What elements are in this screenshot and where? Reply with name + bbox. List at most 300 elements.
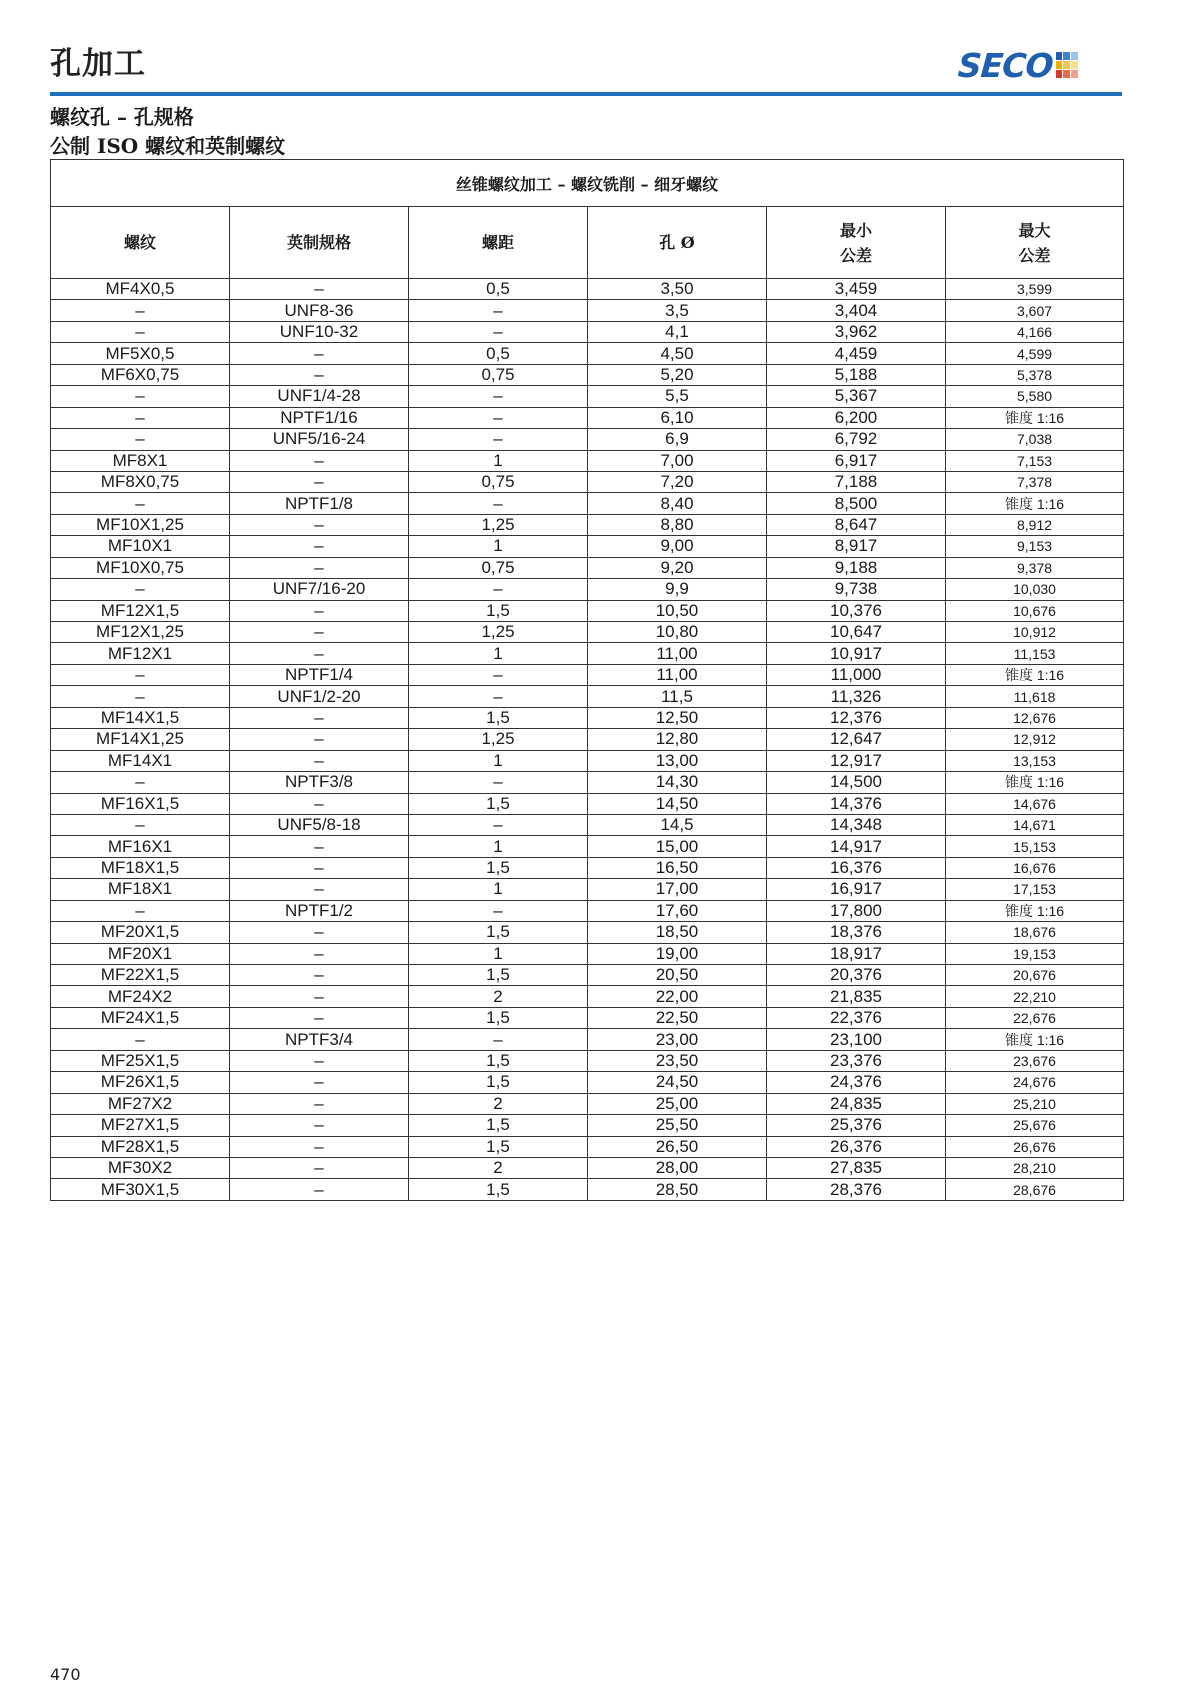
table-row [51,579,1124,600]
table-cell: 12,50 [588,707,767,728]
table-cell: 6,792 [767,429,946,450]
table-cell: – [51,429,230,450]
table-cell: 1,5 [409,793,588,814]
table-cell: – [51,900,230,921]
table-cell: 22,676 [946,1007,1124,1028]
table-cell: – [409,579,588,600]
table-cell: MF27X2 [51,1093,230,1114]
table-cell: – [230,514,409,535]
table-row [51,1029,1124,1050]
table-cell: 锥度 1:16 [946,772,1124,793]
table-cell: 16,50 [588,857,767,878]
table-cell: 25,676 [946,1115,1124,1136]
table-cell: MF8X0,75 [51,471,230,492]
table-cell: MF12X1,25 [51,622,230,643]
table-cell: – [51,772,230,793]
table-cell: 26,50 [588,1136,767,1157]
column-header: 孔 Ø [588,207,767,279]
table-row [51,429,1124,450]
table-cell: 1,5 [409,1136,588,1157]
table-cell: 1 [409,943,588,964]
table-cell: 22,376 [767,1007,946,1028]
section-subtitle-2: 公制 ISO 螺纹和英制螺纹 [50,134,286,158]
logo-wordmark: SECO [956,45,1054,85]
table-cell: 1,5 [409,1115,588,1136]
table-cell: 3,607 [946,300,1124,321]
table-cell: 10,80 [588,622,767,643]
table-cell: 20,676 [946,965,1124,986]
table-cell: – [230,1136,409,1157]
table-row [51,364,1124,385]
table-cell: 8,917 [767,536,946,557]
table-cell: UNF1/2-20 [230,686,409,707]
table-cell: 3,599 [946,279,1124,300]
table-cell: 锥度 1:16 [946,493,1124,514]
table-cell: 1,25 [409,729,588,750]
table-cell: 3,5 [588,300,767,321]
table-row [51,965,1124,986]
table-cell: – [230,364,409,385]
table-cell: 7,188 [767,471,946,492]
table-cell: 8,80 [588,514,767,535]
table-cell: 锥度 1:16 [946,900,1124,921]
table-cell: MF10X0,75 [51,557,230,578]
table-cell: 锥度 1:16 [946,407,1124,428]
table-cell: 5,188 [767,364,946,385]
section-subtitle: 螺纹孔 – 孔规格 [50,105,194,129]
table-cell: 17,60 [588,900,767,921]
table-cell: 16,376 [767,857,946,878]
table-cell: 11,00 [588,643,767,664]
table-cell: 1 [409,750,588,771]
table-cell: 3,404 [767,300,946,321]
table-row [51,686,1124,707]
table-cell: 15,153 [946,836,1124,857]
table-cell: – [51,386,230,407]
table-cell: MF28X1,5 [51,1136,230,1157]
table-cell: 0,75 [409,364,588,385]
table-row [51,750,1124,771]
table-cell: 18,376 [767,922,946,943]
table-cell: 9,9 [588,579,767,600]
table-cell: – [51,493,230,514]
thread-hole-table [50,159,1124,1201]
table-row [51,1050,1124,1071]
table-cell: 5,580 [946,386,1124,407]
table-cell: 1 [409,536,588,557]
table-row [51,471,1124,492]
table-cell: 8,40 [588,493,767,514]
table-cell: 23,376 [767,1050,946,1071]
table-row [51,1179,1124,1200]
table-cell: 7,153 [946,450,1124,471]
table-cell: 25,00 [588,1093,767,1114]
table-cell: MF22X1,5 [51,965,230,986]
table-cell: 23,676 [946,1050,1124,1071]
table-cell: 1,5 [409,1072,588,1093]
table-cell: 10,676 [946,600,1124,621]
table-cell: 5,5 [588,386,767,407]
table-cell: 6,10 [588,407,767,428]
page-number: 470 [50,1665,81,1684]
table-cell: 1,5 [409,1007,588,1028]
table-cell: – [230,450,409,471]
table-cell: – [51,814,230,835]
table-cell: NPTF1/8 [230,493,409,514]
table-cell: 22,00 [588,986,767,1007]
table-cell: 8,647 [767,514,946,535]
table-cell: – [230,1093,409,1114]
table-row [51,643,1124,664]
table-cell: – [230,857,409,878]
table-cell: 14,5 [588,814,767,835]
table-cell: 1,5 [409,1050,588,1071]
table-cell: – [230,793,409,814]
table-cell: – [51,664,230,685]
table-cell: – [51,686,230,707]
table-cell: – [51,300,230,321]
table-cell: 7,00 [588,450,767,471]
table-cell: MF30X1,5 [51,1179,230,1200]
table-cell: 8,500 [767,493,946,514]
table-cell: 22,210 [946,986,1124,1007]
table-cell: 0,75 [409,557,588,578]
table-cell: MF14X1,25 [51,729,230,750]
table-cell: 1,5 [409,600,588,621]
table-cell: 1,5 [409,1179,588,1200]
table-cell: 5,378 [946,364,1124,385]
table-cell: 23,50 [588,1050,767,1071]
table-cell: – [409,686,588,707]
table-cell: MF25X1,5 [51,1050,230,1071]
table-cell: 0,5 [409,343,588,364]
table-caption: 丝锥螺纹加工 – 螺纹铣削 – 细牙螺纹 [51,160,1124,207]
table-cell: 5,367 [767,386,946,407]
table-cell: – [230,600,409,621]
table-cell: – [409,1029,588,1050]
column-header: 英制规格 [230,207,409,279]
table-cell: 9,153 [946,536,1124,557]
table-cell: 25,376 [767,1115,946,1136]
table-row [51,279,1124,300]
table-cell: 11,618 [946,686,1124,707]
table-cell: 7,20 [588,471,767,492]
table-cell: – [230,986,409,1007]
table-cell: 18,676 [946,922,1124,943]
table-cell: 12,647 [767,729,946,750]
table-cell: 10,50 [588,600,767,621]
table-cell: MF10X1,25 [51,514,230,535]
table-cell: – [409,321,588,342]
table-cell: – [230,1050,409,1071]
table-row [51,1007,1124,1028]
table-row [51,879,1124,900]
table-cell: 23,00 [588,1029,767,1050]
table-cell: – [230,729,409,750]
table-cell: NPTF1/4 [230,664,409,685]
table-cell: 12,80 [588,729,767,750]
table-row [51,986,1124,1007]
table-cell: 锥度 1:16 [946,1029,1124,1050]
table-cell: 28,50 [588,1179,767,1200]
table-cell: 12,676 [946,707,1124,728]
table-row [51,814,1124,835]
table-row [51,514,1124,535]
table-cell: – [230,279,409,300]
table-cell: UNF5/8-18 [230,814,409,835]
table-cell: – [230,922,409,943]
table-cell: – [409,814,588,835]
table-cell: 4,459 [767,343,946,364]
table-header-row [51,207,1124,279]
table-cell: 28,376 [767,1179,946,1200]
table-cell: 3,459 [767,279,946,300]
table-cell: – [230,343,409,364]
table-cell: UNF1/4-28 [230,386,409,407]
table-cell: 2 [409,1093,588,1114]
column-header: 最小 公差 [767,207,946,279]
table-cell: 25,50 [588,1115,767,1136]
table-cell: 1,25 [409,622,588,643]
table-row [51,600,1124,621]
table-row [51,300,1124,321]
table-cell: 11,00 [588,664,767,685]
table-cell: 5,20 [588,364,767,385]
table-cell: 13,00 [588,750,767,771]
table-cell: – [230,1072,409,1093]
table-cell: – [230,879,409,900]
table-cell: – [51,407,230,428]
table-cell: – [51,1029,230,1050]
table-cell: 17,00 [588,879,767,900]
table-cell: 9,188 [767,557,946,578]
table-row [51,343,1124,364]
table-cell: 10,647 [767,622,946,643]
table-cell: – [230,1179,409,1200]
table-cell: 锥度 1:16 [946,664,1124,685]
table-cell: 25,210 [946,1093,1124,1114]
table-cell: 28,210 [946,1157,1124,1178]
table-cell: – [230,965,409,986]
table-cell: 4,599 [946,343,1124,364]
table-cell: 22,50 [588,1007,767,1028]
table-cell: – [230,1007,409,1028]
table-cell: 1 [409,836,588,857]
table-cell: MF12X1 [51,643,230,664]
table-cell: 14,676 [946,793,1124,814]
table-row [51,836,1124,857]
table-cell: 6,9 [588,429,767,450]
table-row [51,707,1124,728]
table-cell: 3,962 [767,321,946,342]
table-cell: 21,835 [767,986,946,1007]
table-cell: 4,1 [588,321,767,342]
table-row [51,1072,1124,1093]
table-cell: 20,376 [767,965,946,986]
table-cell: MF12X1,5 [51,600,230,621]
table-cell: – [230,557,409,578]
table-cell: MF18X1 [51,879,230,900]
table-row [51,1093,1124,1114]
table-row [51,857,1124,878]
table-cell: 14,30 [588,772,767,793]
table-cell: MF30X2 [51,1157,230,1178]
table-cell: MF10X1 [51,536,230,557]
table-cell: 8,912 [946,514,1124,535]
table-row [51,321,1124,342]
table-cell: 0,5 [409,279,588,300]
table-cell: 10,912 [946,622,1124,643]
table-cell: 1 [409,643,588,664]
table-cell: 11,000 [767,664,946,685]
table-cell: MF24X2 [51,986,230,1007]
table-cell: 7,378 [946,471,1124,492]
table-cell: – [409,664,588,685]
table-cell: – [409,300,588,321]
table-cell: MF6X0,75 [51,364,230,385]
table-row [51,772,1124,793]
column-header: 螺距 [409,207,588,279]
table-cell: UNF7/16-20 [230,579,409,600]
table-cell: 17,153 [946,879,1124,900]
table-cell: 14,917 [767,836,946,857]
table-row [51,386,1124,407]
table-cell: 10,917 [767,643,946,664]
table-row [51,793,1124,814]
table-cell: 14,500 [767,772,946,793]
table-cell: – [230,643,409,664]
table-cell: – [230,707,409,728]
table-cell: 26,676 [946,1136,1124,1157]
table-cell: 10,376 [767,600,946,621]
table-row [51,450,1124,471]
table-row [51,729,1124,750]
table-cell: – [51,579,230,600]
table-cell: MF8X1 [51,450,230,471]
table-cell: 11,326 [767,686,946,707]
table-cell: 14,50 [588,793,767,814]
table-row [51,664,1124,685]
table-cell: 28,00 [588,1157,767,1178]
table-cell: 28,676 [946,1179,1124,1200]
table-cell: 24,376 [767,1072,946,1093]
table-row [51,943,1124,964]
table-cell: – [230,536,409,557]
page-title: 孔加工 [50,46,146,82]
table-cell: 9,00 [588,536,767,557]
table-cell: 9,378 [946,557,1124,578]
table-cell: 1,25 [409,514,588,535]
column-header: 螺纹 [51,207,230,279]
table-cell: NPTF3/8 [230,772,409,793]
table-row [51,1115,1124,1136]
header-rule [50,92,1122,96]
table-cell: MF16X1,5 [51,793,230,814]
table-cell: UNF8-36 [230,300,409,321]
table-cell: 12,376 [767,707,946,728]
table-cell: – [409,429,588,450]
table-cell: 15,00 [588,836,767,857]
table-cell: 13,153 [946,750,1124,771]
table-cell: 4,166 [946,321,1124,342]
table-cell: 16,676 [946,857,1124,878]
table-cell: 9,20 [588,557,767,578]
table-cell: 14,348 [767,814,946,835]
table-cell: 27,835 [767,1157,946,1178]
table-cell: 12,912 [946,729,1124,750]
table-cell: MF4X0,5 [51,279,230,300]
table-cell: 10,030 [946,579,1124,600]
table-cell: 1,5 [409,707,588,728]
table-cell: 26,376 [767,1136,946,1157]
table-cell: NPTF1/16 [230,407,409,428]
table-cell: – [230,943,409,964]
table-cell: – [51,321,230,342]
table-cell: MF14X1,5 [51,707,230,728]
table-cell: UNF10-32 [230,321,409,342]
table-cell: 1,5 [409,857,588,878]
table-cell: – [409,407,588,428]
table-row [51,536,1124,557]
table-cell: – [230,622,409,643]
table-row [51,1157,1124,1178]
table-cell: 3,50 [588,279,767,300]
seco-logo [956,45,1078,85]
table-cell: 1 [409,879,588,900]
table-cell: NPTF1/2 [230,900,409,921]
logo-squares-icon [1056,52,1078,78]
table-cell: 14,376 [767,793,946,814]
table-row [51,900,1124,921]
table-cell: 12,917 [767,750,946,771]
table-cell: 24,835 [767,1093,946,1114]
table-cell: – [230,1157,409,1178]
table-cell: 1,5 [409,922,588,943]
table-cell: 24,50 [588,1072,767,1093]
table-cell: 18,917 [767,943,946,964]
table-cell: – [230,471,409,492]
table-cell: 18,50 [588,922,767,943]
table-row [51,922,1124,943]
table-cell: 11,153 [946,643,1124,664]
table-cell: 6,917 [767,450,946,471]
table-cell: – [230,750,409,771]
table-cell: 11,5 [588,686,767,707]
column-header: 最大 公差 [946,207,1124,279]
table-cell: – [409,772,588,793]
table-cell: – [230,1115,409,1136]
table-cell: 1,5 [409,965,588,986]
table-cell: NPTF3/4 [230,1029,409,1050]
table-cell: 17,800 [767,900,946,921]
table-cell: MF20X1 [51,943,230,964]
table-cell: MF27X1,5 [51,1115,230,1136]
table-cell: UNF5/16-24 [230,429,409,450]
table-cell: 24,676 [946,1072,1124,1093]
table-cell: 9,738 [767,579,946,600]
table-cell: – [230,836,409,857]
table-row [51,407,1124,428]
table-cell: – [409,386,588,407]
table-cell: – [409,900,588,921]
table-cell: MF5X0,5 [51,343,230,364]
table-cell: 14,671 [946,814,1124,835]
table-cell: 2 [409,986,588,1007]
table-cell: 0,75 [409,471,588,492]
table-cell: MF20X1,5 [51,922,230,943]
table-row [51,1136,1124,1157]
table-cell: 2 [409,1157,588,1178]
